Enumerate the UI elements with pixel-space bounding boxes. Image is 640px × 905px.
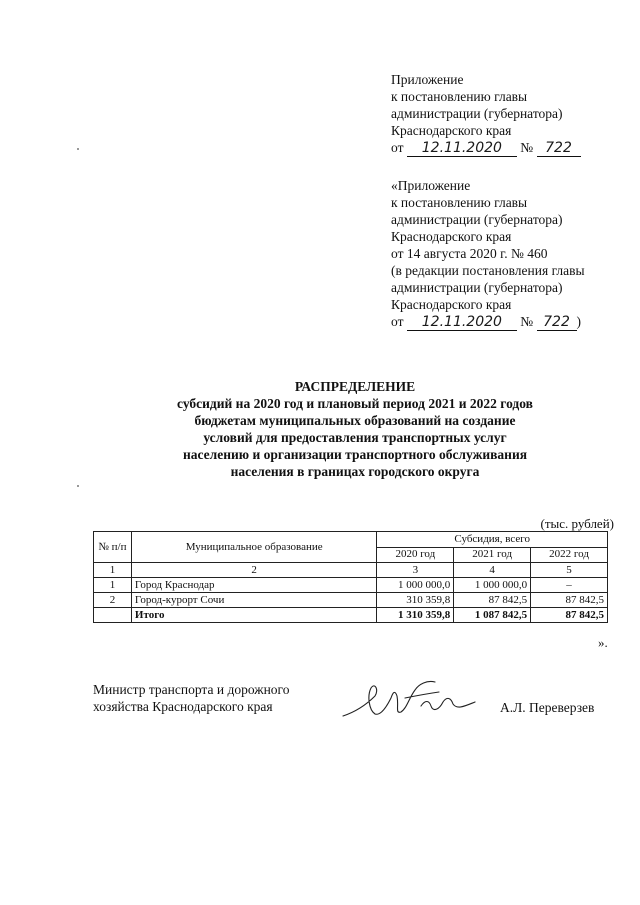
- number-prefix: №: [520, 314, 534, 329]
- handwritten-signature: [335, 676, 485, 722]
- signatory-position: [93, 681, 290, 715]
- appendix-line: администрации (губернатора): [391, 280, 563, 295]
- header-year: 2020 год: [377, 547, 454, 563]
- appendix-line: к постановлению главы: [391, 89, 528, 104]
- appendix-line: Краснодарского края: [391, 229, 512, 244]
- header-number: № п/п: [94, 532, 132, 563]
- column-number-row: [94, 563, 608, 578]
- table-row: [94, 593, 608, 608]
- row-value-2021: 87 842,5: [454, 593, 531, 608]
- units-label: (тыс. рублей): [540, 516, 614, 531]
- row-number: 1: [94, 578, 132, 593]
- appendix-line: (в редакции постановления главы: [391, 263, 585, 278]
- header-row: [94, 532, 608, 548]
- closing-quote: ».: [598, 635, 608, 650]
- header-subsidy: Субсидия, всего: [377, 532, 608, 548]
- appendix-line: администрации (губернатора): [391, 212, 563, 227]
- date-prefix: от: [391, 140, 404, 155]
- row-value-2022: –: [531, 578, 608, 593]
- column-number: 1: [94, 563, 132, 578]
- column-number: 5: [531, 563, 608, 578]
- title-line: условий для предоставления транспортных услуг: [203, 430, 507, 445]
- total-value-2022: 87 842,5: [531, 608, 608, 623]
- total-label: Итого: [131, 608, 376, 623]
- title-line: населения в границах городского округа: [230, 464, 480, 479]
- column-number: 3: [377, 563, 454, 578]
- title-heading: РАСПРЕДЕЛЕНИЕ: [294, 379, 416, 394]
- appendix-line: администрации (губернатора): [391, 106, 563, 121]
- row-municipality: Город Краснодар: [131, 578, 376, 593]
- title-line: населению и организации транспортного обслуживания: [182, 447, 528, 462]
- appendix-line: Краснодарского края: [391, 123, 512, 138]
- row-municipality: Город-курорт Сочи: [131, 593, 376, 608]
- row-value-2021: 1 000 000,0: [454, 578, 531, 593]
- handwritten-date: 12.11.2020: [407, 141, 517, 157]
- total-value-2021: 1 087 842,5: [454, 608, 531, 623]
- total-row: [94, 608, 608, 623]
- scan-speck: [77, 485, 79, 487]
- appendix-line: «Приложение: [391, 178, 471, 193]
- header-year: 2022 год: [531, 547, 608, 563]
- position-line: Министр транспорта и дорожного: [93, 682, 290, 697]
- row-number: 2: [94, 593, 132, 608]
- appendix-block-2: [391, 177, 585, 331]
- signatory-name: А.Л. Переверзев: [500, 700, 595, 715]
- number-prefix: №: [520, 140, 534, 155]
- appendix-line: Приложение: [391, 72, 464, 87]
- row-value-2020: 1 000 000,0: [377, 578, 454, 593]
- title-line: субсидий на 2020 год и плановый период 2021 и 2022 годов: [177, 396, 533, 411]
- appendix-block-1: [391, 71, 581, 157]
- title-line: бюджетам муниципальных образований на создание: [194, 413, 516, 428]
- subsidy-table: [93, 531, 608, 623]
- row-value-2022: 87 842,5: [531, 593, 608, 608]
- table-row: [94, 578, 608, 593]
- header-municipality: Муниципальное образование: [131, 532, 376, 563]
- handwritten-number: 722: [537, 315, 577, 331]
- column-number: 2: [131, 563, 376, 578]
- position-line: хозяйства Краснодарского края: [93, 699, 273, 714]
- total-number: [94, 608, 132, 623]
- appendix-date-line: [391, 139, 581, 157]
- column-number: 4: [454, 563, 531, 578]
- row-value-2020: 310 359,8: [377, 593, 454, 608]
- scan-speck: [77, 148, 79, 150]
- handwritten-date: 12.11.2020: [407, 315, 517, 331]
- appendix-date-line: [391, 313, 585, 331]
- appendix-line: Краснодарского края: [391, 297, 512, 312]
- header-year: 2021 год: [454, 547, 531, 563]
- total-value-2020: 1 310 359,8: [377, 608, 454, 623]
- handwritten-number: 722: [537, 141, 581, 157]
- appendix-line: к постановлению главы: [391, 195, 528, 210]
- closing-paren: ): [576, 314, 581, 329]
- date-prefix: от: [391, 314, 404, 329]
- appendix-line: от 14 августа 2020 г. № 460: [391, 246, 548, 261]
- document-title: [95, 378, 615, 480]
